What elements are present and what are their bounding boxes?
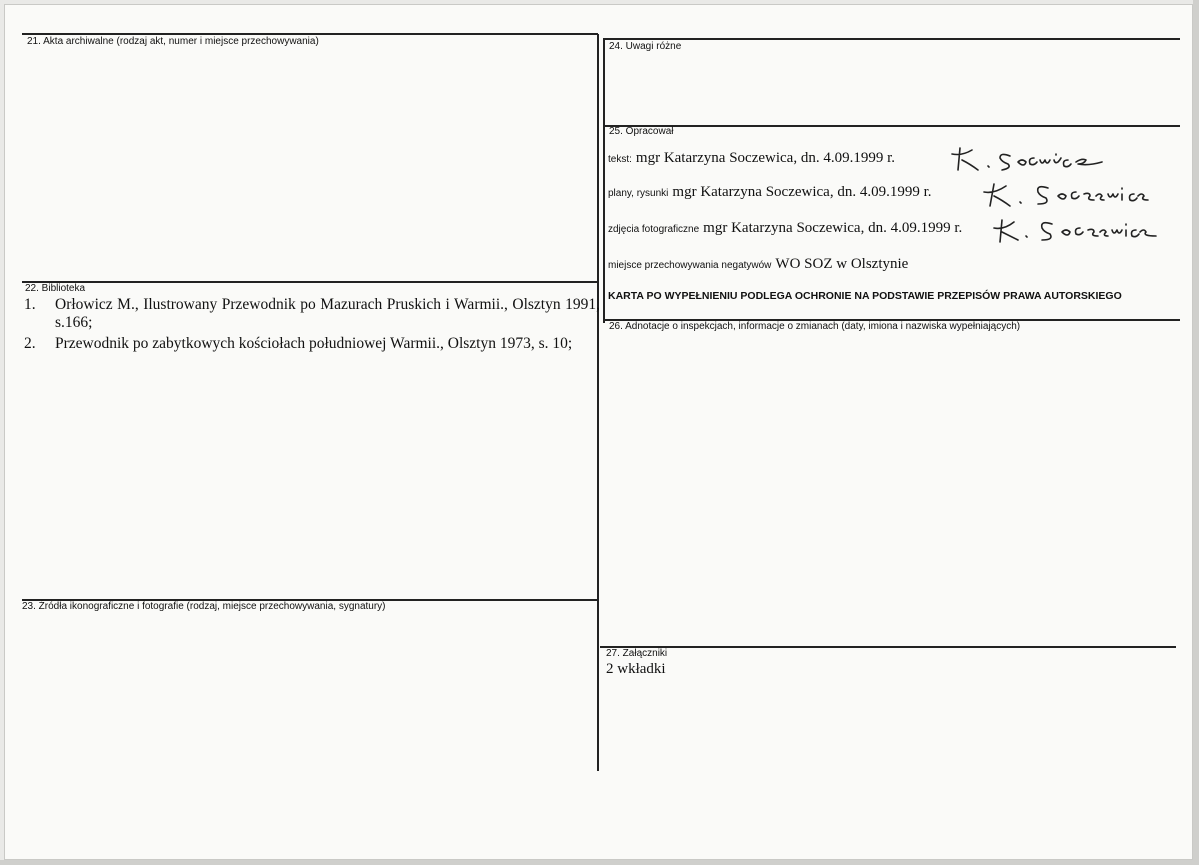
author-drawings-row: [608, 184, 932, 201]
section-22-label: 22. Biblioteka: [25, 283, 86, 294]
author-photos-row: [608, 220, 962, 237]
signature-drawings: [980, 178, 1150, 212]
bibliography-item-number: 2.: [24, 335, 36, 352]
section-23-label: 23. Źródła ikonograficzne i fotografie (rodzaj, miejsce przechowywania, sygnatury): [22, 601, 386, 612]
bibliography-item: [24, 335, 600, 353]
author-text-prefix: tekst:: [608, 154, 632, 165]
author-text-value: mgr Katarzyna Soczewica, dn. 4.09.1999 r.: [635, 150, 895, 166]
bibliography-item-number: 1.: [24, 296, 36, 313]
rule-biblioteka: [22, 281, 598, 283]
rule-opracowal: [604, 125, 1180, 127]
bibliography-item-text: Przewodnik po zabytkowych kościołach południowej Warmii., Olsztyn 1973, s. 10;: [55, 335, 573, 352]
scan-edge-bottom: [0, 860, 1199, 865]
rule-top-right: [604, 38, 1180, 40]
negatives-location-value: WO SOZ w Olsztynie: [775, 256, 909, 272]
bibliography-item: [24, 296, 600, 332]
column-divider: [597, 34, 599, 771]
section-25-label: 25. Opracował: [609, 126, 674, 137]
signature-text: [948, 144, 1108, 178]
section-27-label: 27. Załączniki: [606, 648, 668, 659]
rule-zalaczniki: [600, 646, 1176, 648]
section-21-label: 21. Akta archiwalne (rodzaj akt, numer i miejsce przechowywania): [27, 36, 319, 47]
attachments-value: 2 wkładki: [606, 661, 666, 677]
column-divider-right: [603, 38, 605, 323]
author-photos-value: mgr Katarzyna Soczewica, dn. 4.09.1999 r.: [703, 220, 963, 236]
author-drawings-prefix: plany, rysunki: [608, 188, 669, 199]
negatives-location-row: [608, 256, 908, 273]
section-26-label: 26. Adnotacje o inspekcjach, informacje o zmianach (daty, imiona i nazwiska wypełniających): [609, 321, 1021, 332]
scan-edge-right: [1193, 0, 1199, 865]
negatives-location-prefix: miejsce przechowywania negatywów: [608, 260, 772, 271]
copyright-notice: KARTA PO WYPEŁNIENIU PODLEGA OCHRONIE NA PODSTAWIE PRZEPISÓW PRAWA AUTORSKIEGO: [608, 290, 1122, 302]
author-photos-prefix: zdjęcia fotograficzne: [608, 224, 700, 235]
author-text-row: [608, 150, 895, 167]
bibliography-item-text: Orłowicz M., Ilustrowany Przewodnik po Mazurach Pruskich i Warmii., Olsztyn 1991, s.166;: [55, 296, 600, 331]
bibliography-list: [24, 296, 600, 353]
author-drawings-value: mgr Katarzyna Soczewica, dn. 4.09.1999 r.: [672, 184, 932, 200]
section-24-label: 24. Uwagi różne: [609, 41, 682, 52]
rule-top-left: [22, 33, 598, 35]
signature-photos: [990, 214, 1160, 248]
